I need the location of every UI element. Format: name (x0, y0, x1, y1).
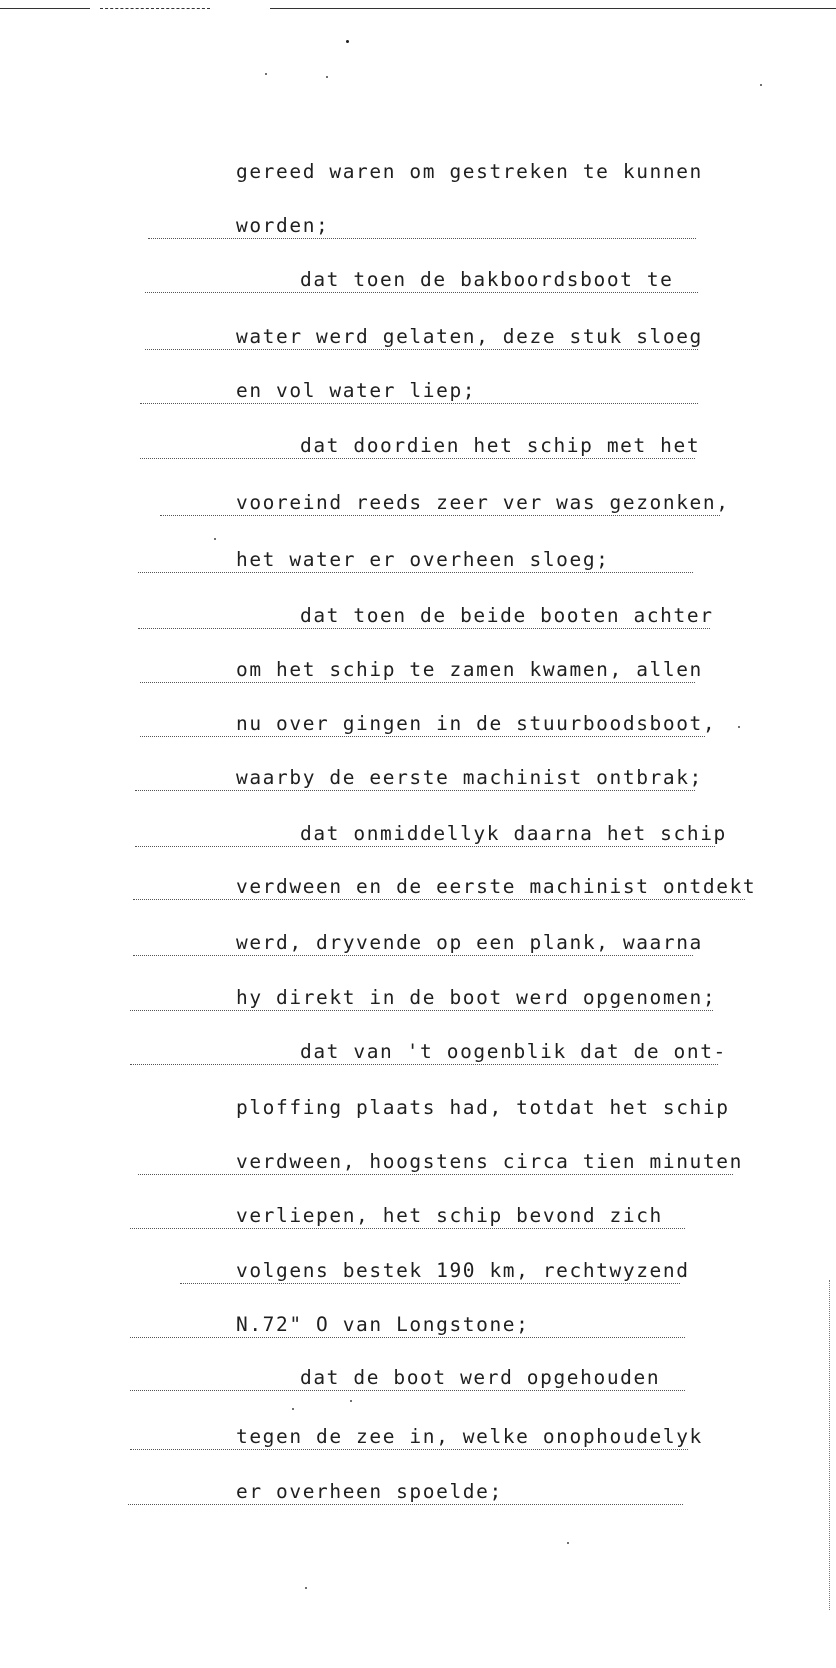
document-line (0, 434, 836, 464)
document-line (0, 604, 836, 634)
line-text: werd, dryvende op een plank, waarna (236, 931, 703, 954)
line-text: vooreind reeds zeer ver was gezonken, (236, 491, 730, 514)
document-line (0, 379, 836, 409)
document-line (0, 491, 836, 521)
document-line (0, 1425, 836, 1455)
line-text: N.72" O van Longstone; (236, 1313, 530, 1336)
document-line (0, 986, 836, 1016)
line-text: en vol water liep; (236, 379, 477, 402)
top-edge-rule (100, 8, 210, 9)
document-line (0, 712, 836, 742)
document-line (0, 1480, 836, 1510)
document-line (0, 931, 836, 961)
document-line (0, 1150, 836, 1180)
document-line (0, 1204, 836, 1234)
line-text: gereed waren om gestreken te kunnen (236, 160, 703, 183)
document-line (0, 1313, 836, 1343)
ink-speck (326, 76, 328, 78)
ink-speck (346, 40, 349, 43)
line-text: dat van 't oogenblik dat de ont- (300, 1040, 727, 1063)
line-text: water werd gelaten, deze stuk sloeg (236, 325, 703, 348)
ink-speck (292, 1408, 294, 1410)
document-line (0, 1040, 836, 1070)
line-text: verliepen, het schip bevond zich (236, 1204, 663, 1227)
line-text: er overheen spoelde; (236, 1480, 503, 1503)
ink-speck (567, 1542, 569, 1544)
ink-speck (760, 84, 762, 86)
line-text: verdween en de eerste machinist ontdekt (236, 875, 757, 898)
fill-dots (148, 238, 696, 239)
document-line (0, 875, 836, 905)
document-line (0, 548, 836, 578)
document-line (0, 658, 836, 688)
document-line (0, 325, 836, 355)
top-edge-rule (270, 8, 836, 9)
ink-speck (214, 538, 216, 540)
document-line (0, 268, 836, 298)
line-text: waarby de eerste machinist ontbrak; (236, 766, 703, 789)
document-line (0, 1096, 836, 1126)
line-text: verdween, hoogstens circa tien minuten (236, 1150, 743, 1173)
line-text: dat toen de bakboordsboot te (300, 268, 674, 291)
line-text: het water er overheen sloeg; (236, 548, 610, 571)
document-line (0, 160, 836, 190)
line-text: dat onmiddellyk daarna het schip (300, 822, 727, 845)
ink-speck (265, 73, 267, 75)
document-line (0, 822, 836, 852)
line-text: ploffing plaats had, totdat het schip (236, 1096, 730, 1119)
line-text: dat doordien het schip met het (300, 434, 701, 457)
line-text: dat toen de beide booten achter (300, 604, 714, 627)
line-text: dat de boot werd opgehouden (300, 1366, 661, 1389)
line-text: volgens bestek 190 km, rechtwyzend (236, 1259, 690, 1282)
document-line (0, 1366, 836, 1396)
line-text: nu over gingen in de stuurboodsboot, (236, 712, 717, 735)
line-text: worden; (236, 214, 330, 237)
ink-speck (305, 1587, 307, 1589)
document-line (0, 214, 836, 244)
document-line (0, 1259, 836, 1289)
line-text: hy direkt in de boot werd opgenomen; (236, 986, 717, 1009)
top-edge-rule (0, 8, 90, 9)
line-text: tegen de zee in, welke onophoudelyk (236, 1425, 703, 1448)
ink-speck (350, 1400, 352, 1402)
line-text: om het schip te zamen kwamen, allen (236, 658, 703, 681)
document-line (0, 766, 836, 796)
